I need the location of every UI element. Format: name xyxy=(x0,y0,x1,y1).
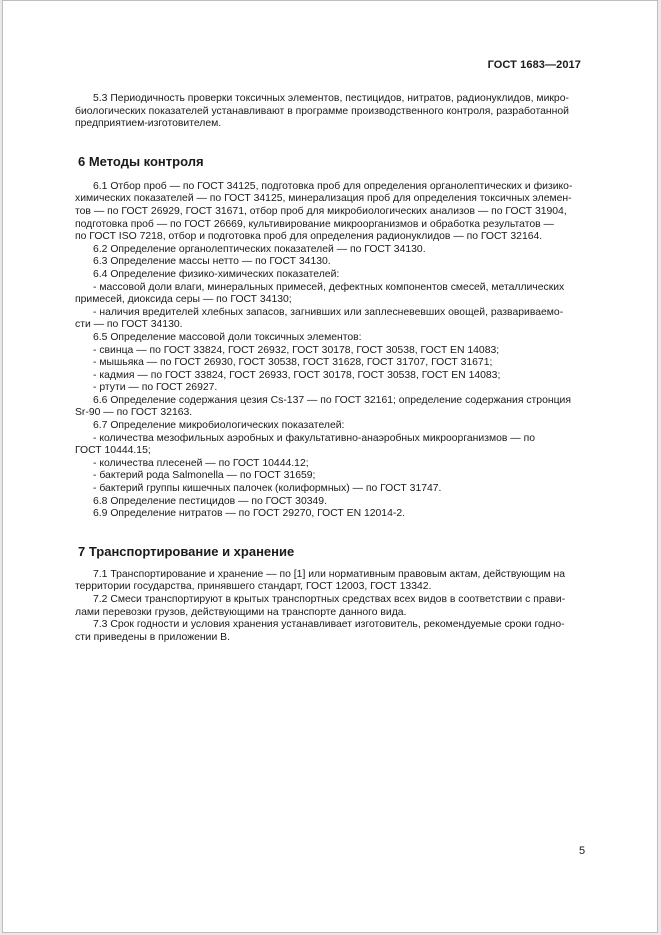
list-item: - наличия вредителей хлебных запасов, загнивших или заплесневевших овощей, развариваемо- сти — по ГОСТ 34130. xyxy=(75,306,564,331)
list-item: - мышьяка — по ГОСТ 26930, ГОСТ 30538, ГОСТ 31628, ГОСТ 31707, ГОСТ 31671; xyxy=(93,357,493,369)
paragraph-6-1: 6.1 Отбор проб — по ГОСТ 34125, подготовка проб для определения органолептических и физико- химических показателей — по ГОСТ 34125, минерализация проб для определения токсичных элемен- тов — по ГОСТ 26929, ГОСТ 31671, отбор проб для микробиологических анализов — по ГОСТ 31904, подготовка проб — по ГОСТ 26669, культивирование микроорганизмов и обработка результатов — по ГОСТ ISO 7218, отбор и подготовка проб для определения радионуклидов — по ГОСТ 32164. xyxy=(75,180,573,243)
list-item: - бактерий рода Salmonella — по ГОСТ 31659; xyxy=(93,470,316,482)
list-item: - бактерий группы кишечных палочек (колиформных) — по ГОСТ 31747. xyxy=(93,483,442,495)
list-item: - кадмия — по ГОСТ 33824, ГОСТ 26933, ГОСТ 30178, ГОСТ 30538, ГОСТ EN 14083; xyxy=(93,369,501,381)
document-body xyxy=(75,93,585,644)
paragraph-7-2: 7.2 Смеси транспортируют в крытых транспортных средствах всех видов в соответствии с прави- лами перевозки грузов, действующими на транспорте данного вида. xyxy=(75,594,566,618)
paragraph-6-6: 6.6 Определение содержания цезия Cs-137 — по ГОСТ 32161; определение содержания стронция Sr-90 — по ГОСТ 32163. xyxy=(75,394,571,419)
paragraph-6-2: 6.2 Определение органолептических показателей — по ГОСТ 34130. xyxy=(93,243,426,255)
paragraph-6-9: 6.9 Определение нитратов — по ГОСТ 29270, ГОСТ EN 12014-2. xyxy=(93,508,405,520)
paragraph-6-5: 6.5 Определение массовой доли токсичных элементов: xyxy=(93,331,362,343)
paragraph-7-1: 7.1 Транспортирование и хранение — по [1] или нормативным правовым актам, действующим на территории государства, принявшего стандарт, ГОСТ 12003, ГОСТ 13342. xyxy=(75,568,566,593)
list-item: - массовой доли влаги, минеральных примесей, дефектных компонентов смесей, металлических примесей, диоксида серы — по ГОСТ 34130; xyxy=(75,281,565,306)
paragraph-7-3: 7.3 Срок годности и условия хранения устанавливает изготовитель, рекомендуемые сроки годно- сти приведены в приложении В. xyxy=(75,619,565,643)
list-item: - ртути — по ГОСТ 26927. xyxy=(93,382,218,394)
section-7-title: 7 Транспортирование и хранение xyxy=(78,543,295,559)
paragraph-6-4: 6.4 Определение физико-химических показателей: xyxy=(93,268,340,280)
list-item: - количества мезофильных аэробных и факультативно-анаэробных микроорганизмов — по ГОСТ 10444.15; xyxy=(75,432,535,457)
paragraph-6-7: 6.7 Определение микробиологических показателей: xyxy=(93,420,345,432)
paragraph-6-3: 6.3 Определение массы нетто — по ГОСТ 34130. xyxy=(93,256,331,268)
section-6-title: 6 Методы контроля xyxy=(78,153,204,169)
page-number: 5 xyxy=(579,845,586,857)
paragraph-6-8: 6.8 Определение пестицидов — по ГОСТ 30349. xyxy=(93,495,327,507)
list-item: - свинца — по ГОСТ 33824, ГОСТ 26932, ГОСТ 30178, ГОСТ 30538, ГОСТ EN 14083; xyxy=(93,344,500,356)
document-page xyxy=(2,0,658,933)
paragraph-5-3: 5.3 Периодичность проверки токсичных элементов, пестицидов, нитратов, радионуклидов, микро- биологических показателей устанавливают в программе производственного контроля, разработанной предприятием-изготовителем. xyxy=(75,93,569,130)
list-item: - количества плесеней — по ГОСТ 10444.12; xyxy=(93,457,309,469)
document-header-id: ГОСТ 1683—2017 xyxy=(487,59,581,71)
